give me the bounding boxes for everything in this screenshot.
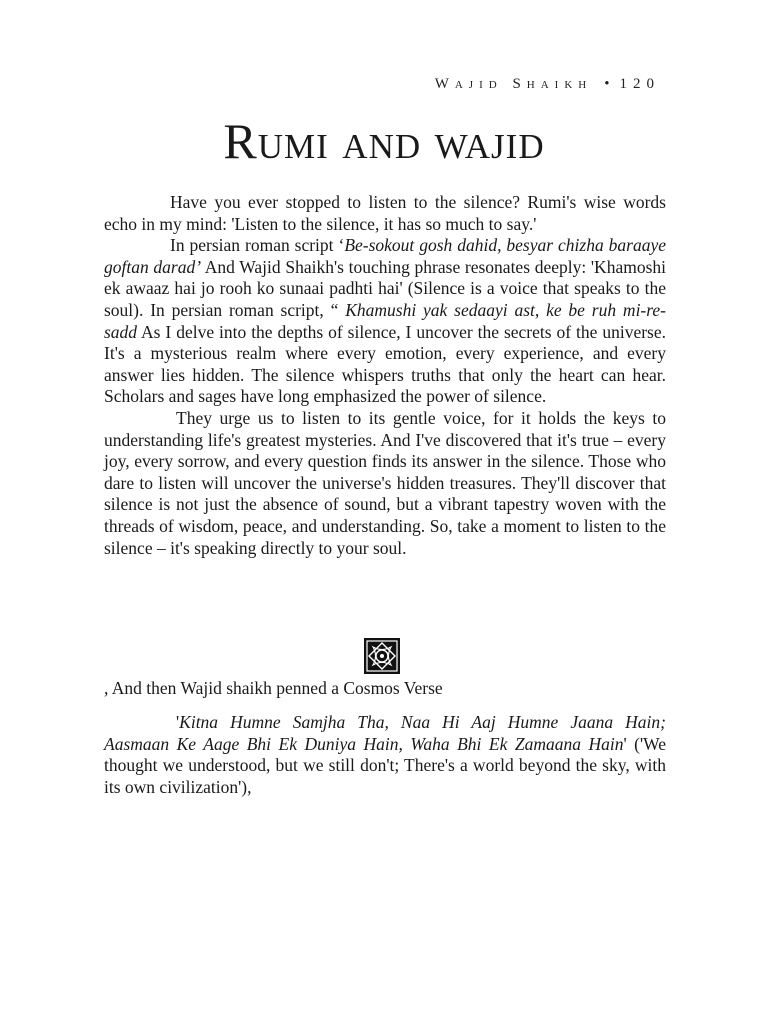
paragraph-2-part-c: And Wajid Shaikh's touching phrase resonates deeply: 'Khamoshi ek awaaz hai jo rooh ko sunaai padhti hai' (Silence is a voice that speaks to the soul). In persian roman script, “: [104, 256, 666, 320]
paragraph-2: [104, 235, 666, 408]
paragraph-2-part-e: As I delve into the depths of silence, I uncover the secrets of the universe. It's a mysterious realm where every emotion, every experience, and every answer lies hidden. The silence whispers truths that only the heart can hear. Scholars and sages have long emphasized the power of silence.: [104, 321, 666, 407]
header-page-number: 120: [619, 76, 660, 92]
persian-phrase-1: Be-sokout gosh dahid, besyar chizha baraaye goftan darad’: [104, 235, 666, 277]
verse-paragraph: [104, 712, 666, 798]
verse-open-quote: ': [176, 712, 180, 732]
verse-text: Kitna Humne Samjha Tha, Naa Hi Aaj Humne Jaana Hain; Aasmaan Ke Aage Bhi Ek Duniya Hain, Waha Bhi Ek Zamaana Hain: [104, 712, 666, 754]
verse-close-quote: ': [623, 733, 627, 754]
paragraph-1: Have you ever stopped to listen to the silence? Rumi's wise words echo in my mind: 'Listen to the silence, it has so much to say.': [104, 192, 666, 234]
header-separator: •: [604, 76, 610, 92]
chapter-title: Rumi and wajid: [223, 113, 545, 169]
cosmos-verse: [104, 712, 666, 798]
verse-translation: ('We thought we understood, but we still don't; There's a world beyond the sky, with its own civilization'),: [104, 733, 666, 797]
ornamental-knot-icon: [364, 638, 400, 674]
running-header: [435, 76, 660, 93]
verse-intro: , And then Wajid shaikh penned a Cosmos Verse: [104, 678, 443, 698]
ornament-svg: [364, 638, 400, 674]
paragraph-3: They urge us to listen to its gentle voice, for it holds the keys to understanding life's greatest mysteries. And I've discovered that it's true – every joy, every sorrow, and every question finds its answer in the silence. Those who dare to listen will uncover the universe's hidden treasures. They'll discover that silence is not just the absence of sound, but a vibrant tapestry woven with the threads of wisdom, peace, and understanding. So, take a moment to listen to the silence – it's speaking directly to your soul.: [104, 407, 666, 558]
paragraph-2-part-a: In persian roman script ‘: [170, 235, 345, 256]
persian-phrase-2: Khamushi yak sedaayi ast, ke be ruh mi-re-sadd: [104, 299, 667, 342]
body-text: [104, 192, 666, 559]
header-author: Wajid Shaikh: [434, 76, 593, 92]
